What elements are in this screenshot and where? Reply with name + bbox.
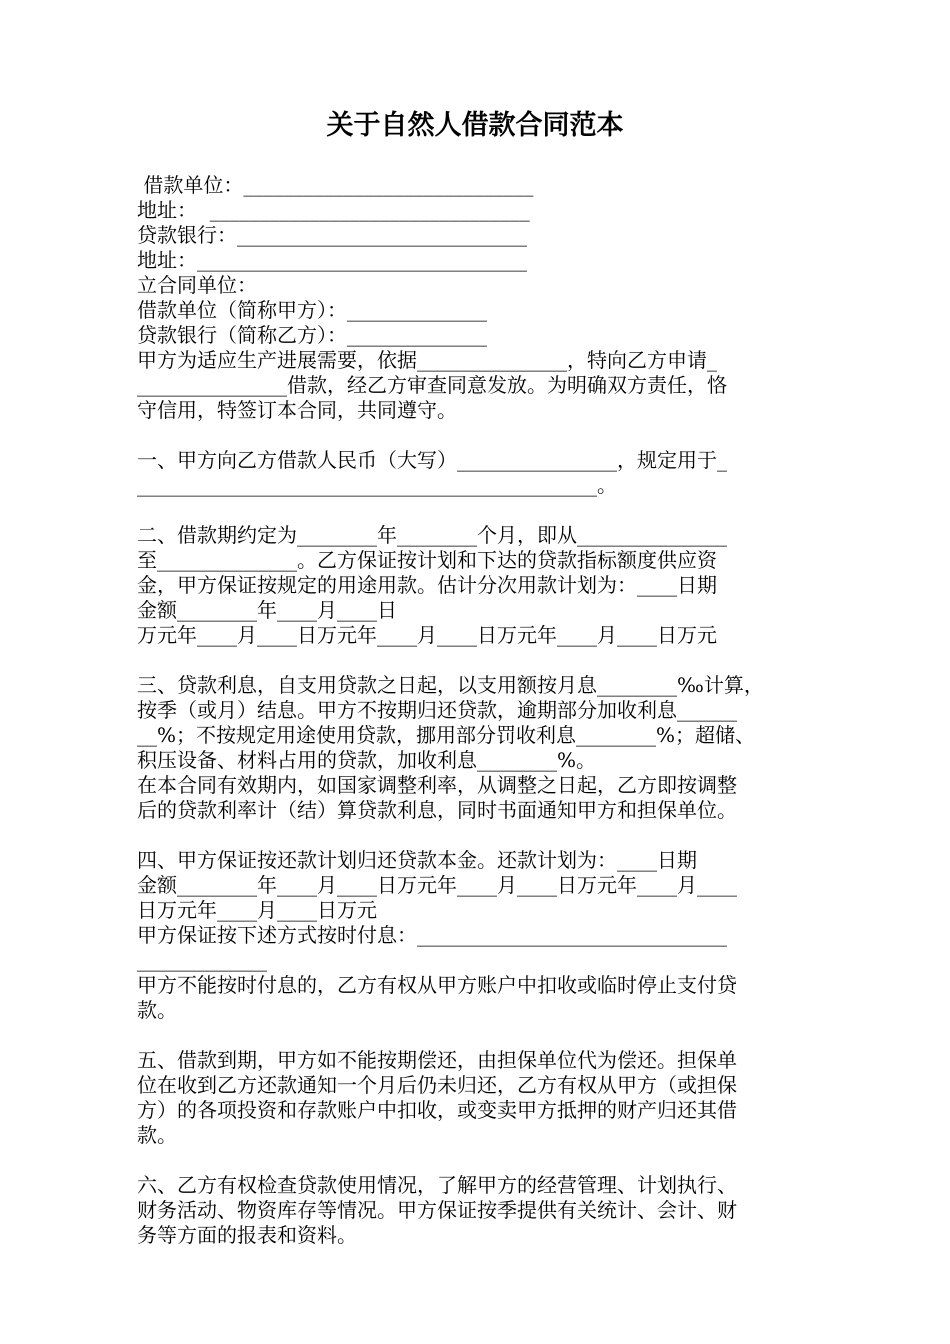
clause-3: [137, 673, 817, 823]
paragraph-gap: [137, 1148, 817, 1173]
text-line: 款。: [137, 1123, 177, 1147]
text-line: 一、甲方向乙方借款人民币（大写）________________，规定用于_: [137, 448, 727, 472]
text-line: 后的贷款利率计（结）算贷款利息，同时书面通知甲方和担保单位。: [137, 798, 737, 822]
text-line: 金，甲方保证按规定的用途用款。估计分次用款计划为：____日期: [137, 573, 717, 597]
text-line: 四、甲方保证按还款计划归还贷款本金。还款计划为：____日期: [137, 848, 697, 872]
paragraph-gap: [137, 1023, 817, 1048]
clause-2: [137, 523, 817, 648]
clause-1: [137, 448, 817, 498]
text-line: 二、借款期约定为________年________个月，即从_______________: [137, 523, 727, 547]
contract-parties-label: 立合同单位：: [137, 273, 257, 297]
text-line: 至______________。乙方保证按计划和下达的贷款指标额度供应资: [137, 548, 717, 572]
text-line: 五、借款到期，甲方如不能按期偿还，由担保单位代为偿还。担保单: [137, 1048, 737, 1072]
text-line: 在本合同有效期内，如国家调整利率，从调整之日起，乙方即按调整: [137, 773, 737, 797]
text-line: 甲方为适应生产进展需要，依据_______________，特向乙方申请_: [137, 348, 717, 372]
borrower-address-line: 地址： ________________________________: [137, 198, 530, 222]
lender-address-line: 地址：_________________________________: [137, 248, 527, 272]
text-line: 款。: [137, 998, 177, 1022]
text-line: 万元年____月____日万元年____月____日万元年____月____日万元: [137, 623, 717, 647]
paragraph-gap: [137, 823, 817, 848]
text-line: _____________: [137, 948, 267, 972]
document-body: [137, 173, 817, 1248]
text-line: 甲方保证按下述方式按时付息：_______________________________: [137, 923, 727, 947]
document-title: 关于自然人借款合同范本: [326, 110, 624, 141]
paragraph-gap: [137, 423, 817, 448]
lender-bank-line: 贷款银行：_____________________________: [137, 223, 527, 247]
clause-5: [137, 1048, 817, 1148]
text-line: 日万元年____月____日万元: [137, 898, 377, 922]
borrower-unit-line: 借款单位：_____________________________: [137, 173, 534, 197]
text-line: 财务活动、物资库存等情况。甲方保证按季提供有关统计、会计、财: [137, 1198, 737, 1222]
party-a-line: 借款单位（简称甲方）：______________: [137, 298, 487, 322]
party-b-line: 贷款银行（简称乙方）：______________: [137, 323, 487, 347]
text-line: 甲方不能按时付息的，乙方有权从甲方账户中扣收或临时停止支付贷: [137, 973, 737, 997]
intro-paragraph: [137, 348, 817, 423]
text-line: 务等方面的报表和资料。: [137, 1223, 357, 1247]
paragraph-gap: [137, 498, 817, 523]
clause-6: [137, 1173, 817, 1248]
text-line: _______________借款，经乙方审查同意发放。为明确双方责任，恪: [137, 373, 727, 397]
clause-4: [137, 848, 817, 1023]
header-section: [137, 173, 817, 348]
text-line: 守信用，特签订本合同，共同遵守。: [137, 398, 457, 422]
text-line: 按季（或月）结息。甲方不按期归还贷款，逾期部分加收利息______: [137, 698, 737, 722]
text-line: __%；不按规定用途使用贷款，挪用部分罚收利息________%；超储、: [137, 723, 756, 747]
text-line: 积压设备、材料占用的贷款，加收利息________%。: [137, 748, 597, 772]
paragraph-gap: [137, 648, 817, 673]
text-line: 六、乙方有权检查贷款使用情况，了解甲方的经营管理、计划执行、: [137, 1173, 737, 1197]
text-line: 位在收到乙方还款通知一个月后仍未归还，乙方有权从甲方（或担保: [137, 1073, 737, 1097]
text-line: 金额________年____月____日: [137, 598, 397, 622]
text-line: 金额________年____月____日万元年____月____日万元年____月____: [137, 873, 737, 897]
text-line: 三、贷款利息，自支用贷款之日起，以支用额按月息________‰计算，: [137, 673, 764, 697]
text-line: ______________________________________________。: [137, 473, 617, 497]
text-line: 方）的各项投资和存款账户中扣收，或变卖甲方抵押的财产归还其借: [137, 1098, 737, 1122]
